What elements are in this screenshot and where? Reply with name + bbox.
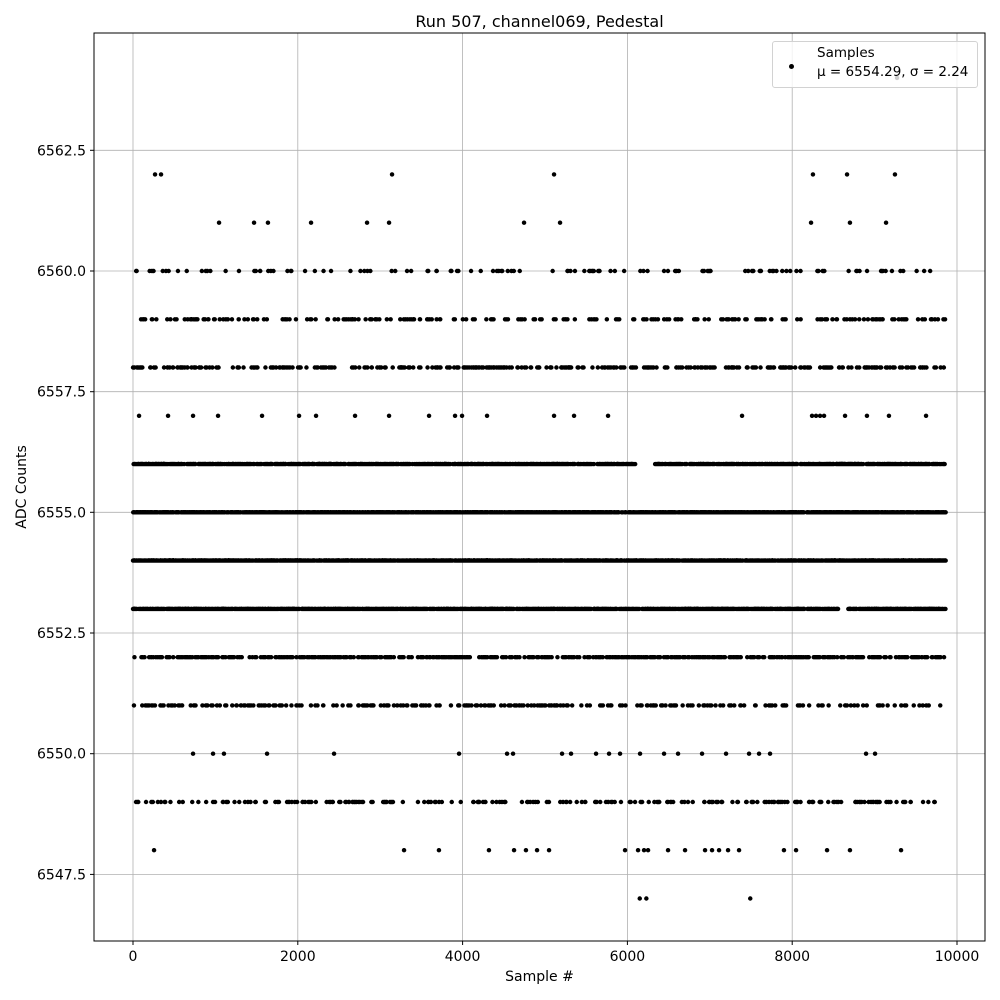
x-tick-label: 8000 (774, 949, 811, 965)
x-tick-label: 4000 (444, 949, 481, 965)
x-tick-label: 0 (128, 949, 138, 965)
x-tick-labels (129, 949, 980, 965)
x-tick-label: 2000 (279, 949, 316, 965)
grid-lines (94, 33, 985, 941)
legend-marker-icon (789, 64, 794, 69)
y-tick-label: 6562.5 (37, 143, 86, 160)
legend-stats: μ = 6554.29, σ = 2.24 (817, 64, 969, 80)
legend-label: Samples (817, 45, 875, 61)
plot-title: Run 507, channel069, Pedestal (415, 12, 664, 31)
plot-border (94, 33, 985, 941)
y-tick-label: 6552.5 (37, 626, 86, 642)
axis-tick-marks (90, 150, 957, 945)
y-tick-label: 6557.5 (37, 384, 86, 401)
y-tick-labels (37, 143, 86, 883)
y-tick-label: 6560.0 (37, 264, 86, 280)
x-axis-label: Sample # (505, 969, 574, 985)
y-tick-label: 6547.5 (37, 867, 86, 884)
y-axis-label: ADC Counts (14, 445, 30, 529)
scatter-points (133, 78, 946, 899)
x-tick-label: 10000 (934, 949, 980, 965)
x-tick-label: 6000 (609, 949, 646, 965)
legend (772, 41, 978, 88)
y-tick-label: 6550.0 (37, 746, 86, 763)
y-tick-label: 6555.0 (37, 505, 86, 522)
